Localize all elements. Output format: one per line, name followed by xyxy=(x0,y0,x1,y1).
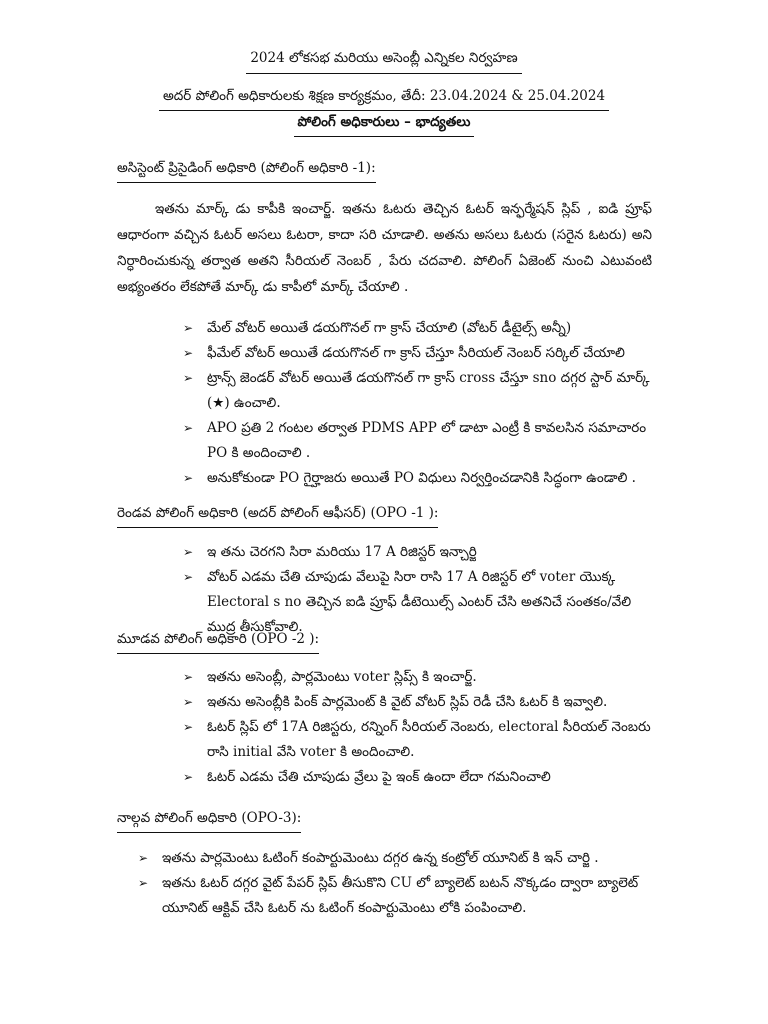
list-item: ➢ ఓటర్ స్లిప్ లో 17A రిజిస్టరు, రన్నింగ్ సీరియల్ నెంబరు, electoral సీరియల్ నెంబరు రాసి initial వేసి voter కి అందించాలి. xyxy=(183,715,653,765)
list-item: ➢ ఇతను ఓటర్ దగ్గర వైట్ పేపర్ స్లిప్ తీసుకొని CU లో బ్యాలెట్ బటన్ నొక్కడం ద్వారా బ్యాలెట్ యూనిట్ ఆక్టివ్ చేసి ఓటర్ ను ఓటింగ్ కంపార్టుమెంటు లోకి పంపించాలి. xyxy=(138,871,653,921)
arrow-bullet-icon: ➢ xyxy=(183,545,194,559)
section-heading-opo3: నాల్గవ పోలింగ్ అధికారి (OPO-3): xyxy=(117,810,301,833)
arrow-bullet-icon: ➢ xyxy=(183,421,194,435)
section-paragraph-apo: ఇతను మార్క్ డు కాపీకి ఇంచార్జ్. ఇతను ఓటరు తెచ్చిన ఓటర్ ఇన్ఫర్మేషన్ స్లిప్ , ఐడి ప్రూఫ్ ఆధారంగా వచ్చిన ఓటర్ అసలు ఓటరా, కాదా సరి చూడాలి. అతను అసలు ఓటరు (సరైన ఓటరు) అని నిర్ధారించుకున్న తర్వాత అతని సీరియల్ నెంబర్ , పేరు చదవాలి. పోలింగ్ ఏజెంట్ నుంచి ఎటువంటి అభ్యంతరం లేకపోతే మార్క్ డు కాపీలో మార్క్ చేయాలి . xyxy=(117,201,652,295)
list-item: ➢ ఫీమేల్ వోటర్ అయితే డయగొనల్ గా క్రాస్ చేస్తూ సీరియల్ నెంబర్ సర్కిల్ చేయాలి xyxy=(183,341,653,366)
arrow-bullet-icon: ➢ xyxy=(183,695,194,709)
section-heading-apo: అసిస్టెంట్ ప్రిసైడింగ్ అధికారి (పోలింగ్ అధికారి -1): xyxy=(117,160,376,183)
list-item: ➢ ఇతను పార్లమెంటు ఓటింగ్ కంపార్టుమెంటు దగ్గర ఉన్న కంట్రోల్ యూనిట్ కి ఇన్ చార్జి . xyxy=(138,846,653,871)
section-list-opo1 xyxy=(183,540,653,640)
document-title-line2: అదర్ పోలింగ్ అధికారులకు శిక్షణ కార్యక్రమం, తేదీ: 23.04.2024 & 25.04.2024 xyxy=(0,88,768,111)
section-heading-opo2: మూడవ పోలింగ్ అధికారి (OPO -2 ): xyxy=(117,631,319,654)
document-title-line3: పోలింగ్ అధికారులు – భాద్యతలు xyxy=(0,114,768,137)
arrow-bullet-icon: ➢ xyxy=(183,570,194,584)
arrow-bullet-icon: ➢ xyxy=(183,371,194,385)
list-item: ➢ ఇతను అసెంబ్లీ, పార్లమెంటు voter స్లిప్స్ కి ఇంచార్జ్. xyxy=(183,665,653,690)
document-title-line1: 2024 లోకసభ మరియు అసెంబ్లీ ఎన్నికల నిర్వహణ xyxy=(0,50,768,74)
arrow-bullet-icon: ➢ xyxy=(138,851,149,865)
section-list-apo xyxy=(183,316,653,491)
list-item: ➢ మేల్ వోటర్ అయితే డయగొనల్ గా క్రాస్ చేయాలి (వోటర్ డీటైల్స్ అన్నీ) xyxy=(183,316,653,341)
arrow-bullet-icon: ➢ xyxy=(183,720,194,734)
section-list-opo2 xyxy=(183,665,653,790)
list-item: ➢ వోటర్ ఎడమ చేతి చూపుడు వేలుపై సిరా రాసి 17 A రిజిస్టర్ లో voter యొక్క Electoral s no తెచ్చిన ఐడి ప్రూఫ్ డీటెయిల్స్ ఎంటర్ చేసి అతనిచే సంతకం/వేలి ముద్ర తీసుకోవాలి. xyxy=(183,565,653,640)
arrow-bullet-icon: ➢ xyxy=(183,321,194,335)
section-heading-opo1: రెండవ పోలింగ్ అధికారి (అదర్ పోలింగ్ ఆఫీసర్) (OPO -1 ): xyxy=(117,505,438,528)
section-list-opo3 xyxy=(138,846,653,921)
arrow-bullet-icon: ➢ xyxy=(183,346,194,360)
arrow-bullet-icon: ➢ xyxy=(183,670,194,684)
list-item: ➢ ఇతను అసెంబ్లీకి పింక్ పార్లమెంట్ కి వైట్ వోటర్ స్లిప్ రెడీ చేసి ఓటర్ కి ఇవ్వాలి. xyxy=(183,690,653,715)
list-item: ➢ ఓటర్ ఎడమ చేతి చూపుడు వ్రేలు పై ఇంక్ ఉందా లేదా గమనించాలి xyxy=(183,765,653,790)
list-item: ➢ ట్రాన్స్ జెండర్ వోటర్ అయితే డయగొనల్ గా క్రాస్ cross చేస్తూ sno దగ్గర స్టార్ మార్క్ (★) ఉంచాలి. xyxy=(183,366,653,416)
arrow-bullet-icon: ➢ xyxy=(183,770,194,784)
arrow-bullet-icon: ➢ xyxy=(183,471,194,485)
list-item: ➢ అనుకోకుండా PO గైర్హాజరు అయితే PO విధులు నిర్వర్తించడానికి సిద్ధంగా ఉండాలి . xyxy=(183,466,653,491)
list-item: ➢ APO ప్రతి 2 గంటల తర్వాత PDMS APP లో డాటా ఎంట్రీ కి కావలసిన సమాచారం PO కి అందించాలి . xyxy=(183,416,653,466)
list-item: ➢ ఇ తను చెరగని సిరా మరియు 17 A రిజిస్టర్ ఇన్చార్జి xyxy=(183,540,653,565)
arrow-bullet-icon: ➢ xyxy=(138,876,149,890)
